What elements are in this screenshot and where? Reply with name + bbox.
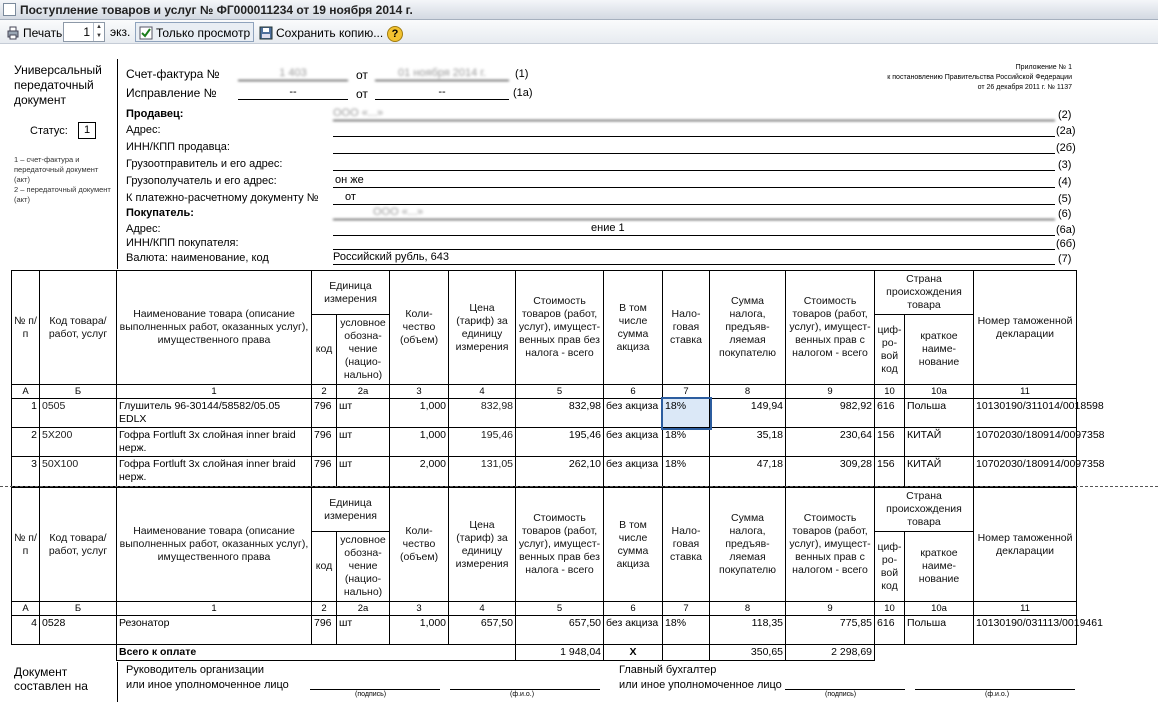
left-doc-title: Универсальный передаточный документ xyxy=(14,63,102,107)
column-number: 1 xyxy=(117,385,312,399)
th-code: Код товара/ работ, услуг xyxy=(40,488,117,602)
view-only-toggle[interactable]: Только просмотр xyxy=(135,22,254,42)
invoice-date: 01 ноября 2014 г. xyxy=(375,67,509,81)
column-numbers-row xyxy=(12,385,1077,399)
cell-qty[interactable]: 2,000 xyxy=(390,457,449,487)
invoice-from: от xyxy=(356,68,368,82)
seller-value: ООО «...» xyxy=(333,107,1055,121)
cell-excise[interactable]: без акциза xyxy=(604,399,663,428)
cell-name[interactable]: Гофра Fortluft 3х слойная inner braid нерж. xyxy=(117,428,312,457)
cell-price[interactable]: 131,05 xyxy=(449,457,516,487)
cell-qty[interactable]: 1,000 xyxy=(390,428,449,457)
column-number: 3 xyxy=(390,602,449,616)
column-number: 6 xyxy=(604,385,663,399)
spin-arrows-icon[interactable]: ▲ ▼ xyxy=(93,23,104,41)
invoice-number: 1 403 xyxy=(238,67,348,81)
payment-doc-label: К платежно-расчетному документу № xyxy=(126,192,319,204)
footer-doc-label: Документ составлен на xyxy=(14,665,88,693)
cell-num[interactable]: 4 xyxy=(12,616,40,645)
accountant-sign-caption: (подпись) xyxy=(825,691,857,698)
window-titlebar xyxy=(0,0,1158,20)
column-number: 8 xyxy=(710,602,786,616)
cell-qty[interactable]: 1,000 xyxy=(390,399,449,428)
column-number: 11 xyxy=(974,385,1077,399)
th-price: Цена (тариф) за единицу измерения xyxy=(449,488,516,602)
th-unit: Единица измерения xyxy=(312,488,390,532)
invoice-label: Счет-фактура № xyxy=(126,67,220,81)
payment-doc-value: от xyxy=(333,191,1055,205)
buyer-address-label: Адрес: xyxy=(126,223,161,235)
inn-buyer-label: ИНН/КПП покупателя: xyxy=(126,237,239,249)
cell-unit-name[interactable]: шт xyxy=(337,616,390,645)
cell-unit-name[interactable]: шт xyxy=(337,457,390,487)
cell-country-code[interactable]: 616 xyxy=(875,616,905,645)
th-unit: Единица измерения xyxy=(312,271,390,315)
cell-num[interactable]: 3 xyxy=(12,457,40,487)
column-number: 4 xyxy=(449,385,516,399)
num-6b: (6б) xyxy=(1056,238,1076,250)
num-7: (7) xyxy=(1058,253,1072,265)
total-excise: X xyxy=(604,645,663,661)
table-row[interactable] xyxy=(12,457,1077,487)
column-number: 10а xyxy=(905,602,974,616)
checkbox-icon xyxy=(139,26,153,40)
column-number: 2 xyxy=(312,385,337,399)
cell-rate[interactable]: 18% xyxy=(663,399,710,428)
num-3: (3) xyxy=(1058,159,1072,171)
cell-customs[interactable]: 10702030/180914/0097358 xyxy=(974,457,1077,487)
num-1: (1) xyxy=(515,68,529,80)
cell-customs[interactable]: 10130190/031113/0019461 xyxy=(974,616,1077,645)
cell-excise[interactable]: без акциза xyxy=(604,457,663,487)
cell-excise[interactable]: без акциза xyxy=(604,616,663,645)
th-country: Страна происхождения товара xyxy=(875,488,974,532)
column-number: 10 xyxy=(875,385,905,399)
th-customs: Номер таможенной декларации xyxy=(974,271,1077,385)
cell-code[interactable]: 0528 xyxy=(40,616,117,645)
cell-code[interactable]: 5X200 xyxy=(40,428,117,457)
consignee-label: Грузополучатель и его адрес: xyxy=(126,175,277,187)
cell-unit-code[interactable]: 796 xyxy=(312,616,337,645)
inn-seller-label: ИНН/КПП продавца: xyxy=(126,141,230,153)
column-number: 2а xyxy=(337,385,390,399)
footer-head-label: Руководитель организации или иное уполномоченное лицо xyxy=(126,664,289,691)
cell-name[interactable]: Гофра Fortluft 3х слойная inner braid нерж. xyxy=(117,457,312,487)
th-rate: Нало-говая ставка xyxy=(663,271,710,385)
column-number: 7 xyxy=(663,602,710,616)
cell-cost[interactable]: 262,10 xyxy=(516,457,604,487)
cell-name[interactable]: Резонатор xyxy=(117,616,312,645)
th-customs: Номер таможенной декларации xyxy=(974,488,1077,602)
cell-country-code[interactable]: 156 xyxy=(875,428,905,457)
buyer-value: ООО «...» xyxy=(333,206,1055,220)
cell-total[interactable]: 775,85 xyxy=(786,616,875,645)
head-fio-caption: (ф.и.о.) xyxy=(510,691,535,698)
column-number: 5 xyxy=(516,602,604,616)
th-unit-code: код xyxy=(312,532,337,602)
column-number: Б xyxy=(40,602,117,616)
accountant-fio-caption: (ф.и.о.) xyxy=(985,691,1010,698)
save-icon xyxy=(259,26,273,40)
column-number: 6 xyxy=(604,602,663,616)
cell-customs[interactable]: 10130190/311014/0018598 xyxy=(974,399,1077,428)
cell-customs[interactable]: 10702030/180914/0097358 xyxy=(974,428,1077,457)
cell-country-name[interactable]: КИТАЙ xyxy=(905,428,974,457)
column-number: 10 xyxy=(875,602,905,616)
th-country-code: циф-ро-вой код xyxy=(875,315,905,385)
column-number: А xyxy=(12,385,40,399)
buyer-address-value: ение 1 xyxy=(333,222,1055,236)
goods-table-page2 xyxy=(11,487,1103,661)
cell-unit-name[interactable]: шт xyxy=(337,428,390,457)
document-icon xyxy=(3,3,16,16)
th-cost: Стоимость товаров (работ, услуг), имущест-венных прав без налога - всего xyxy=(516,271,604,385)
help-icon: ? xyxy=(387,26,403,42)
cell-price[interactable]: 195,46 xyxy=(449,428,516,457)
table-row[interactable] xyxy=(12,399,1077,428)
cell-unit-code[interactable]: 796 xyxy=(312,399,337,428)
cell-total[interactable]: 230,64 xyxy=(786,428,875,457)
status-note: 1 – счет-фактура и передаточный документ (акт) 2 – передаточный документ (акт) xyxy=(14,155,111,204)
th-country: Страна происхождения товара xyxy=(875,271,974,315)
correction-label: Исправление № xyxy=(126,86,217,100)
appendix-note: Приложение № 1 к постановлению Правительства Российской Федерации от 26 декабря 2011 г. № 1137 xyxy=(887,64,1072,91)
cell-total[interactable]: 982,92 xyxy=(786,399,875,428)
buyer-label: Покупатель: xyxy=(126,207,194,219)
cell-cost[interactable]: 832,98 xyxy=(516,399,604,428)
th-country-name: краткое наиме-нование xyxy=(905,315,974,385)
cell-unit-code[interactable]: 796 xyxy=(312,457,337,487)
correction-from: от xyxy=(356,87,368,101)
cell-num[interactable]: 2 xyxy=(12,428,40,457)
th-country-code: циф-ро-вой код xyxy=(875,532,905,602)
currency-value: Российский рубль, 643 xyxy=(333,251,1055,265)
cell-country-code[interactable]: 616 xyxy=(875,399,905,428)
num-6a: (6а) xyxy=(1056,224,1076,236)
footer-accountant-label: Главный бухгалтер или иное уполномоченное лицо xyxy=(619,664,782,691)
cell-unit-name[interactable]: шт xyxy=(337,399,390,428)
th-num: № п/п xyxy=(12,271,40,385)
cell-country-name[interactable]: Польша xyxy=(905,399,974,428)
th-num: № п/п xyxy=(12,488,40,602)
th-rate: Нало-говая ставка xyxy=(663,488,710,602)
cell-unit-code[interactable]: 796 xyxy=(312,428,337,457)
th-tax: Сумма налога, предъяв-ляемая покупателю xyxy=(710,271,786,385)
seller-address xyxy=(333,123,1055,137)
cell-rate[interactable]: 18% xyxy=(663,616,710,645)
num-2a: (2а) xyxy=(1056,125,1076,137)
cell-country-name[interactable]: КИТАЙ xyxy=(905,457,974,487)
cell-qty[interactable]: 1,000 xyxy=(390,616,449,645)
th-qty: Коли-чество (объем) xyxy=(390,271,449,385)
th-total: Стоимость товаров (работ, услуг), имущест-венных прав с налогом - всего xyxy=(786,271,875,385)
cell-country-code[interactable]: 156 xyxy=(875,457,905,487)
num-5: (5) xyxy=(1058,193,1072,205)
cell-name[interactable]: Глушитель 96-30144/58582/05.05 EDLX xyxy=(117,399,312,428)
save-copy-button[interactable]: Сохранить копию... xyxy=(255,22,387,42)
total-cost: 1 948,04 xyxy=(516,645,604,661)
head-sign-caption: (подпись) xyxy=(355,691,387,698)
num-2b: (2б) xyxy=(1056,142,1076,154)
th-excise: В том числе сумма акциза xyxy=(604,488,663,602)
cell-cost[interactable]: 195,46 xyxy=(516,428,604,457)
status-label: Статус: xyxy=(30,125,68,137)
th-total: Стоимость товаров (работ, услуг), имущест-венных прав с налогом - всего xyxy=(786,488,875,602)
cell-code[interactable]: 0505 xyxy=(40,399,117,428)
seller-label: Продавец: xyxy=(126,108,184,120)
num-4: (4) xyxy=(1058,176,1072,188)
th-tax: Сумма налога, предъяв-ляемая покупателю xyxy=(710,488,786,602)
th-unit-name: условное обозна-чение (нацио-нально) xyxy=(337,315,390,385)
num-2: (2) xyxy=(1058,109,1072,121)
print-button[interactable]: Печать xyxy=(2,22,66,42)
inn-buyer-value xyxy=(333,236,1055,250)
status-value: 1 xyxy=(78,122,96,139)
column-numbers-row xyxy=(12,602,1077,616)
document-area xyxy=(0,45,1158,698)
cell-tax[interactable]: 47,18 xyxy=(710,457,786,487)
cell-rate[interactable]: 18% xyxy=(663,457,710,487)
num-1a: (1а) xyxy=(513,87,533,99)
copies-unit-label: экз. xyxy=(110,25,131,39)
copies-spinner[interactable]: 1 ▲ ▼ xyxy=(63,22,105,42)
table-row[interactable] xyxy=(12,428,1077,457)
column-number: 5 xyxy=(516,385,604,399)
shipper-value xyxy=(333,157,1055,171)
column-number: 11 xyxy=(974,602,1077,616)
inn-seller-value xyxy=(333,140,1055,154)
address-label: Адрес: xyxy=(126,124,161,136)
cell-tax[interactable]: 118,35 xyxy=(710,616,786,645)
column-number: 3 xyxy=(390,385,449,399)
total-row xyxy=(12,645,1077,661)
cell-total[interactable]: 309,28 xyxy=(786,457,875,487)
th-country-name: краткое наиме-нование xyxy=(905,532,974,602)
column-number: 4 xyxy=(449,602,516,616)
cell-country-name[interactable]: Польша xyxy=(905,616,974,645)
total-tax: 350,65 xyxy=(710,645,786,661)
column-number: 7 xyxy=(663,385,710,399)
correction-date: -- xyxy=(375,86,509,100)
column-number: А xyxy=(12,602,40,616)
column-number: 9 xyxy=(786,602,875,616)
total-total: 2 298,69 xyxy=(786,645,875,661)
printer-icon xyxy=(6,26,20,40)
consignee-value: он же xyxy=(333,174,1055,188)
cell-price[interactable]: 832,98 xyxy=(449,399,516,428)
cell-cost[interactable]: 657,50 xyxy=(516,616,604,645)
column-number: 2 xyxy=(312,602,337,616)
cell-num[interactable]: 1 xyxy=(12,399,40,428)
th-unit-code: код xyxy=(312,315,337,385)
cell-code[interactable]: 50X100 xyxy=(40,457,117,487)
help-button[interactable] xyxy=(383,22,407,42)
column-number: 8 xyxy=(710,385,786,399)
column-number: Б xyxy=(40,385,117,399)
currency-label: Валюта: наименование, код xyxy=(126,252,269,264)
cell-tax[interactable]: 35,18 xyxy=(710,428,786,457)
num-6: (6) xyxy=(1058,208,1072,220)
toolbar xyxy=(0,20,1158,44)
cell-price[interactable]: 657,50 xyxy=(449,616,516,645)
correction-number: -- xyxy=(238,86,348,100)
total-label: Всего к оплате xyxy=(117,645,516,661)
cell-rate[interactable]: 18% xyxy=(663,428,710,457)
cell-excise[interactable]: без акциза xyxy=(604,428,663,457)
table-row[interactable] xyxy=(12,616,1077,645)
th-price: Цена (тариф) за единицу измерения xyxy=(449,271,516,385)
column-number: 9 xyxy=(786,385,875,399)
column-number: 10а xyxy=(905,385,974,399)
cell-tax[interactable]: 149,94 xyxy=(710,399,786,428)
th-name: Наименование товара (описание выполненных работ, оказанных услуг), имущественного права xyxy=(117,488,312,602)
goods-table xyxy=(11,270,1105,487)
th-code: Код товара/ работ, услуг xyxy=(40,271,117,385)
window-title: Поступление товаров и услуг № ФГ000011234 от 19 ноября 2014 г. xyxy=(20,3,413,17)
th-cost: Стоимость товаров (работ, услуг), имущест-венных прав без налога - всего xyxy=(516,488,604,602)
column-number: 2а xyxy=(337,602,390,616)
column-number: 1 xyxy=(117,602,312,616)
shipper-label: Грузоотправитель и его адрес: xyxy=(126,158,283,170)
th-excise: В том числе сумма акциза xyxy=(604,271,663,385)
th-unit-name: условное обозна-чение (нацио-нально) xyxy=(337,532,390,602)
th-name: Наименование товара (описание выполненных работ, оказанных услуг), имущественного права xyxy=(117,271,312,385)
th-qty: Коли-чество (объем) xyxy=(390,488,449,602)
